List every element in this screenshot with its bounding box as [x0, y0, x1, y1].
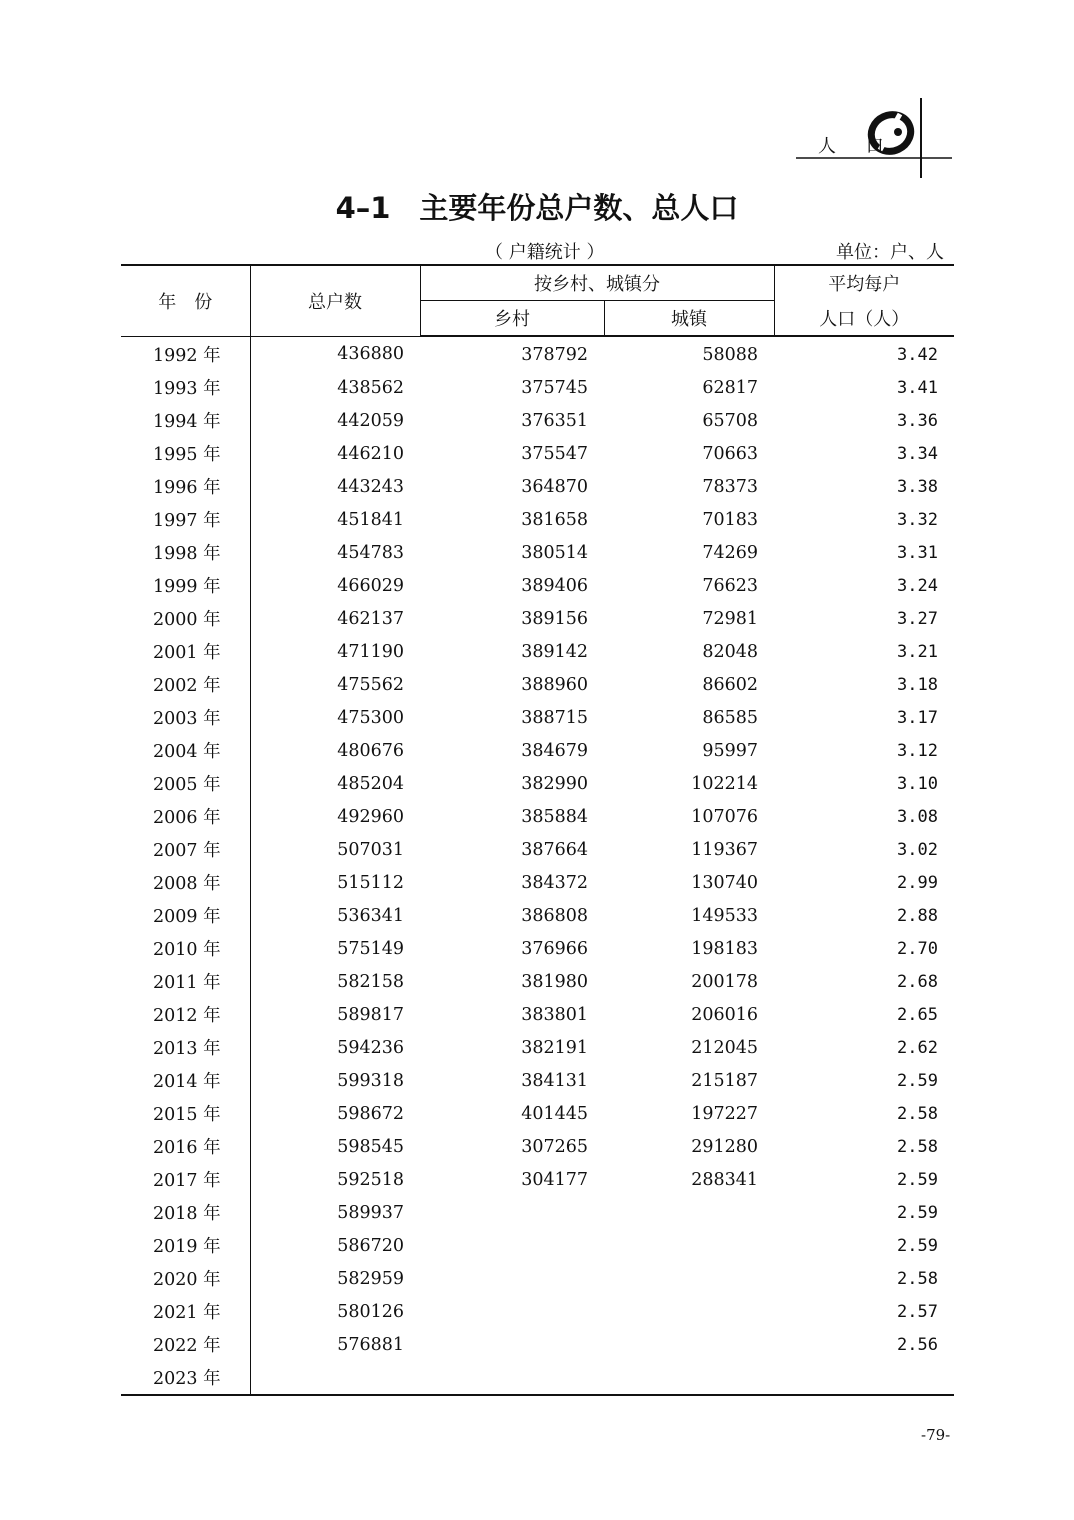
- cell-year: 1994 年: [121, 404, 250, 437]
- cell-total-households: 589937: [337, 1202, 404, 1223]
- cell-urban: 58088: [702, 344, 758, 365]
- cell-total-households: [250, 1361, 420, 1395]
- cell-avg-persons: 2.59: [897, 1235, 938, 1256]
- cell-total-households: 589817: [337, 1004, 404, 1025]
- chapter-corner-mark: [0, 0, 1074, 200]
- table-row: [121, 1361, 954, 1395]
- table-row: [121, 1163, 954, 1196]
- table-row: [121, 800, 954, 833]
- cell-rural: 382990: [521, 773, 588, 794]
- cell-total-households: 592518: [337, 1169, 404, 1190]
- cell-avg-persons: 3.18: [897, 674, 938, 695]
- cell-avg-persons: 2.59: [897, 1070, 938, 1091]
- cell-avg-persons: 2.56: [897, 1334, 938, 1355]
- cell-urban: 288341: [691, 1169, 758, 1190]
- cell-rural: 388960: [521, 674, 588, 695]
- cell-total-households: 594236: [337, 1037, 404, 1058]
- cell-year: 2007 年: [121, 833, 250, 866]
- cell-total-households: 582158: [337, 971, 404, 992]
- cell-total-households: 580126: [337, 1301, 404, 1322]
- cell-total-households: 442059: [337, 410, 404, 431]
- table-row: [121, 635, 954, 668]
- header-avg-line1: 平均每户: [774, 265, 954, 301]
- cell-year: 2001 年: [121, 635, 250, 668]
- table-row: [121, 1031, 954, 1064]
- cell-avg-persons: 3.32: [897, 509, 938, 530]
- cell-rural: [420, 1361, 604, 1395]
- cell-total-households: 576881: [337, 1334, 404, 1355]
- cell-rural: 376351: [521, 410, 588, 431]
- cell-year: 1992 年: [121, 336, 250, 371]
- cell-year: 2012 年: [121, 998, 250, 1031]
- cell-total-households: 515112: [337, 872, 404, 893]
- table-row: [121, 503, 954, 536]
- cell-rural: 307265: [521, 1136, 588, 1157]
- cell-urban: 212045: [691, 1037, 758, 1058]
- cell-year: 2003 年: [121, 701, 250, 734]
- cell-year: 2013 年: [121, 1031, 250, 1064]
- cell-total-households: 438562: [337, 377, 404, 398]
- table-body: [121, 336, 954, 1395]
- cell-avg-persons: 3.24: [897, 575, 938, 596]
- table-row: [121, 1262, 954, 1295]
- chapter-label: 人 口: [818, 136, 896, 157]
- cell-total-households: 485204: [337, 773, 404, 794]
- cell-avg-persons: 2.88: [897, 905, 938, 926]
- cell-rural: 384372: [521, 872, 588, 893]
- cell-avg-persons: 2.58: [897, 1136, 938, 1157]
- cell-avg-persons: 3.34: [897, 443, 938, 464]
- cell-rural: 375547: [521, 443, 588, 464]
- header-avg-line2: 人口（人）: [774, 301, 954, 337]
- cell-avg-persons: 3.31: [897, 542, 938, 563]
- cell-year: 2006 年: [121, 800, 250, 833]
- table-row: [121, 998, 954, 1031]
- cell-rural: 389406: [521, 575, 588, 596]
- cell-rural: 381980: [521, 971, 588, 992]
- table-row: [121, 899, 954, 932]
- cell-total-households: 446210: [337, 443, 404, 464]
- cell-rural: 382191: [521, 1037, 588, 1058]
- cell-rural: [420, 1328, 604, 1361]
- cell-rural: 378792: [521, 344, 588, 365]
- cell-urban: 74269: [702, 542, 758, 563]
- cell-avg-persons: 3.41: [897, 377, 938, 398]
- cell-rural: 386808: [521, 905, 588, 926]
- table-row: [121, 1229, 954, 1262]
- cell-avg-persons: 3.21: [897, 641, 938, 662]
- cell-urban: 130740: [691, 872, 758, 893]
- cell-year: 1997 年: [121, 503, 250, 536]
- cell-urban: 198183: [691, 938, 758, 959]
- table-row: [121, 470, 954, 503]
- header-total: 总户数: [250, 265, 420, 336]
- cell-urban: 291280: [691, 1136, 758, 1157]
- cell-urban: [604, 1262, 774, 1295]
- cell-rural: 389156: [521, 608, 588, 629]
- cell-urban: [604, 1295, 774, 1328]
- page-number: -79-: [921, 1426, 951, 1444]
- cell-urban: 149533: [691, 905, 758, 926]
- cell-urban: 70663: [702, 443, 758, 464]
- table-row: [121, 866, 954, 899]
- cell-year: 2014 年: [121, 1064, 250, 1097]
- cell-rural: 381658: [521, 509, 588, 530]
- cell-total-households: 475562: [337, 674, 404, 695]
- cell-year: 2008 年: [121, 866, 250, 899]
- cell-rural: 384679: [521, 740, 588, 761]
- cell-avg-persons: 2.59: [897, 1202, 938, 1223]
- table-row: [121, 602, 954, 635]
- cell-total-households: 480676: [337, 740, 404, 761]
- cell-year: 2004 年: [121, 734, 250, 767]
- cell-urban: 119367: [691, 839, 758, 860]
- cell-avg-persons: 3.38: [897, 476, 938, 497]
- cell-urban: 102214: [691, 773, 758, 794]
- cell-urban: 200178: [691, 971, 758, 992]
- cell-urban: 65708: [702, 410, 758, 431]
- cell-total-households: 492960: [337, 806, 404, 827]
- cell-rural: 383801: [521, 1004, 588, 1025]
- cell-avg-persons: 2.68: [897, 971, 938, 992]
- cell-year: 2021 年: [121, 1295, 250, 1328]
- table-row: [121, 404, 954, 437]
- cell-rural: 387664: [521, 839, 588, 860]
- cell-total-households: 466029: [337, 575, 404, 596]
- cell-avg-persons: 3.36: [897, 410, 938, 431]
- cell-avg-persons: 3.17: [897, 707, 938, 728]
- cell-urban: 95997: [702, 740, 758, 761]
- cell-avg-persons: 3.02: [897, 839, 938, 860]
- header-group: 按乡村、城镇分: [420, 265, 774, 301]
- cell-year: 1999 年: [121, 569, 250, 602]
- cell-year: 1996 年: [121, 470, 250, 503]
- unit-label: 单位：户、人: [836, 242, 944, 263]
- cell-year: 2002 年: [121, 668, 250, 701]
- cell-urban: 78373: [702, 476, 758, 497]
- table-row: [121, 932, 954, 965]
- cell-avg-persons: [774, 1361, 954, 1395]
- table-row: [121, 734, 954, 767]
- cell-total-households: 454783: [337, 542, 404, 563]
- cell-urban: 72981: [702, 608, 758, 629]
- cell-avg-persons: 2.62: [897, 1037, 938, 1058]
- table-row: [121, 1196, 954, 1229]
- cell-avg-persons: 2.57: [897, 1301, 938, 1322]
- cell-year: 1995 年: [121, 437, 250, 470]
- cell-total-households: 475300: [337, 707, 404, 728]
- page-title: 4–1 主要年份总户数、总人口: [335, 191, 739, 225]
- cell-urban: [604, 1328, 774, 1361]
- cell-year: 2011 年: [121, 965, 250, 998]
- cell-total-households: 451841: [337, 509, 404, 530]
- table-row: [121, 371, 954, 404]
- cell-rural: 388715: [521, 707, 588, 728]
- cell-total-households: 471190: [337, 641, 404, 662]
- cell-rural: 364870: [521, 476, 588, 497]
- cell-total-households: 575149: [337, 938, 404, 959]
- table-row: [121, 701, 954, 734]
- table-row: [121, 437, 954, 470]
- cell-year: 2023 年: [121, 1361, 250, 1395]
- table-row: [121, 965, 954, 998]
- cell-urban: 86602: [702, 674, 758, 695]
- cell-total-households: 536341: [337, 905, 404, 926]
- cell-total-households: 462137: [337, 608, 404, 629]
- cell-year: 2019 年: [121, 1229, 250, 1262]
- cell-total-households: 598672: [337, 1103, 404, 1124]
- cell-rural: 389142: [521, 641, 588, 662]
- table-row: [121, 668, 954, 701]
- cell-urban: 82048: [702, 641, 758, 662]
- cell-urban: 197227: [691, 1103, 758, 1124]
- table-row: [121, 1295, 954, 1328]
- table-row: [121, 1328, 954, 1361]
- cell-urban: 215187: [691, 1070, 758, 1091]
- cell-avg-persons: 3.08: [897, 806, 938, 827]
- cell-rural: [420, 1229, 604, 1262]
- cell-rural: 401445: [521, 1103, 588, 1124]
- cell-avg-persons: 3.42: [897, 344, 938, 365]
- cell-rural: 375745: [521, 377, 588, 398]
- cell-urban: [604, 1361, 774, 1395]
- households-population-table: [121, 264, 954, 1396]
- table-subtitle: （ 户籍统计 ）: [485, 242, 605, 263]
- cell-urban: [604, 1196, 774, 1229]
- table-row: [121, 536, 954, 569]
- cell-total-households: 436880: [337, 344, 404, 365]
- cell-year: 2016 年: [121, 1130, 250, 1163]
- cell-avg-persons: 3.27: [897, 608, 938, 629]
- cell-year: 2005 年: [121, 767, 250, 800]
- header-year: 年 份: [121, 265, 250, 336]
- cell-avg-persons: 3.12: [897, 740, 938, 761]
- cell-avg-persons: 2.70: [897, 938, 938, 959]
- cell-avg-persons: 2.58: [897, 1268, 938, 1289]
- cell-urban: 86585: [702, 707, 758, 728]
- cell-rural: [420, 1295, 604, 1328]
- cell-avg-persons: 3.10: [897, 773, 938, 794]
- cell-year: 2020 年: [121, 1262, 250, 1295]
- cell-year: 1993 年: [121, 371, 250, 404]
- table-row: [121, 1064, 954, 1097]
- cell-total-households: 443243: [337, 476, 404, 497]
- cell-urban: 62817: [702, 377, 758, 398]
- cell-total-households: 598545: [337, 1136, 404, 1157]
- cell-urban: 76623: [702, 575, 758, 596]
- cell-rural: 376966: [521, 938, 588, 959]
- cell-rural: [420, 1262, 604, 1295]
- header-urban: 城镇: [604, 301, 774, 337]
- table-row: [121, 1097, 954, 1130]
- cell-year: 2017 年: [121, 1163, 250, 1196]
- table-row: [121, 336, 954, 371]
- cell-rural: 384131: [521, 1070, 588, 1091]
- cell-total-households: 599318: [337, 1070, 404, 1091]
- header-rural: 乡村: [420, 301, 604, 337]
- table-row: [121, 833, 954, 866]
- cell-rural: 380514: [521, 542, 588, 563]
- cell-year: 2018 年: [121, 1196, 250, 1229]
- cell-avg-persons: 2.99: [897, 872, 938, 893]
- cell-avg-persons: 2.59: [897, 1169, 938, 1190]
- cell-total-households: 507031: [337, 839, 404, 860]
- cell-urban: 107076: [691, 806, 758, 827]
- cell-total-households: 582959: [337, 1268, 404, 1289]
- cell-rural: 385884: [521, 806, 588, 827]
- cell-total-households: 586720: [337, 1235, 404, 1256]
- cell-rural: [420, 1196, 604, 1229]
- cell-urban: 206016: [691, 1004, 758, 1025]
- cell-year: 2022 年: [121, 1328, 250, 1361]
- table-row: [121, 1130, 954, 1163]
- cell-year: 2000 年: [121, 602, 250, 635]
- cell-year: 2009 年: [121, 899, 250, 932]
- cell-year: 2015 年: [121, 1097, 250, 1130]
- table-row: [121, 569, 954, 602]
- cell-urban: [604, 1229, 774, 1262]
- cell-year: 2010 年: [121, 932, 250, 965]
- chapter-logo-icon: [0, 0, 1074, 200]
- cell-avg-persons: 2.65: [897, 1004, 938, 1025]
- cell-year: 1998 年: [121, 536, 250, 569]
- cell-urban: 70183: [702, 509, 758, 530]
- cell-rural: 304177: [521, 1169, 588, 1190]
- cell-avg-persons: 2.58: [897, 1103, 938, 1124]
- table-row: [121, 767, 954, 800]
